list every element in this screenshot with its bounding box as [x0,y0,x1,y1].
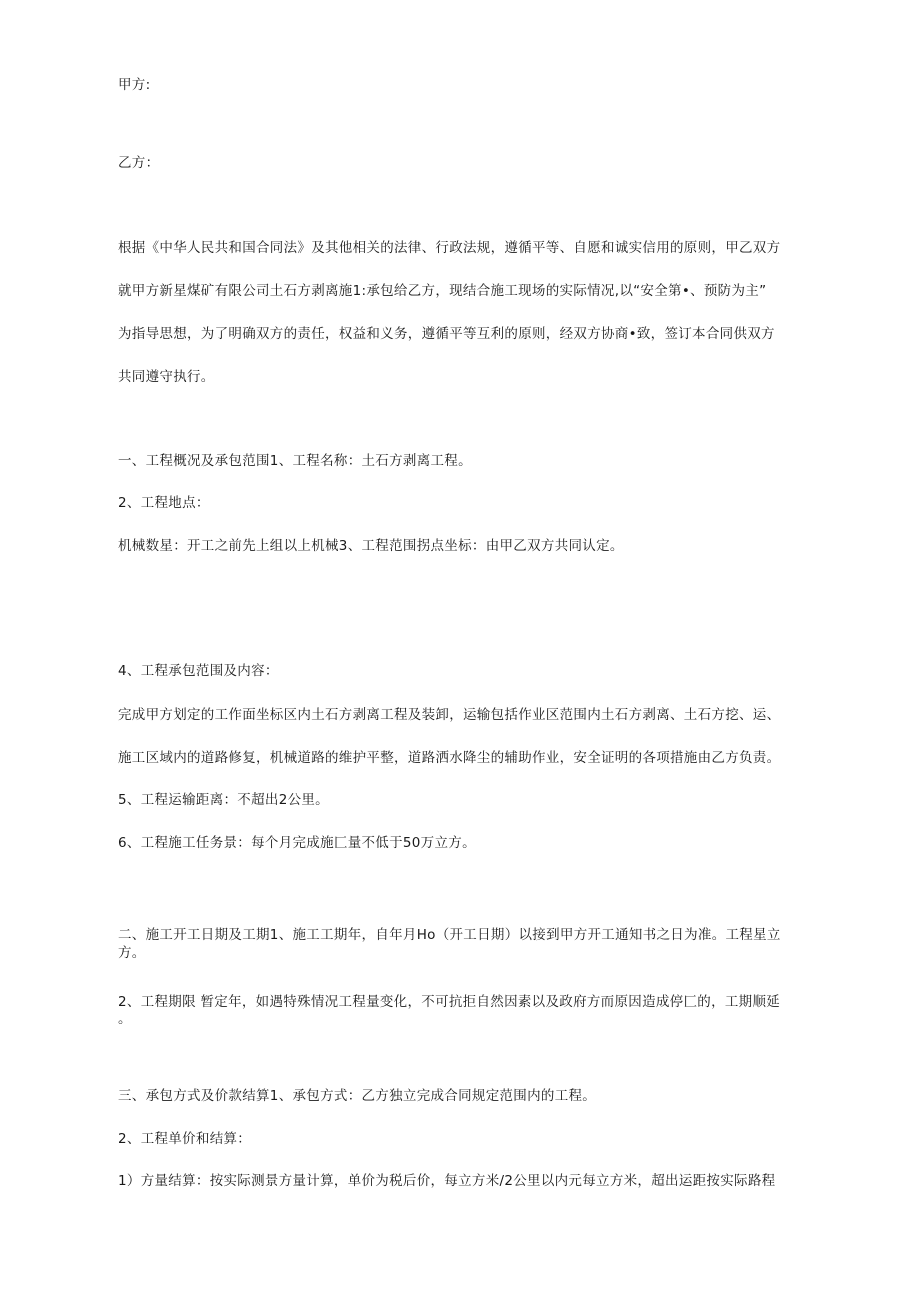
section1-item4: 4、工程承包范围及内容： [118,663,279,679]
section2-item2-line-2: 。 [118,1011,132,1027]
preamble-line-4: 共同遵守执行。 [118,369,215,385]
section1-machinery: 机械数星：开工之前先上组以上机械3、工程范围拐点坐标：由甲乙双方共同认定。 [118,538,624,554]
preamble-line-2: 就甲方新星煤矿有限公司土石方剥离施1:承包给乙方，现结合施工现场的实际情况,以“安全第•、预防为主” [118,283,767,299]
section1-item6: 6、工程施工任务景：每个月完成施匚量不低于50万立方。 [118,835,476,851]
party-b-label: 乙方： [118,155,160,171]
party-a-label: 甲方: [118,77,151,93]
section1-scope-line-2: 施工区域内的道路修复，机械道路的维护平整，道路洒水降尘的辅助作业，安全证明的各项措施由乙方负责。 [118,750,781,766]
section1-scope-line-1: 完成甲方划定的工作面坐标区内土石方剥离工程及装卸，运输包括作业区范围内土石方剥离、土石方挖、运、 [118,707,781,723]
section2-item2-line-1: 2、工程期限 暂定年，如遇特殊情况工程量变化，不可抗拒自然因素以及政府方而原因造成停匚的，工期顺延 [118,994,781,1010]
section1-item2: 2、工程地点： [118,495,210,511]
section3-heading: 三、承包方式及价款结算1、承包方式：乙方独立完成合同规定范围内的工程。 [118,1088,597,1104]
section3-item2-1: 1）方量结算：按实际测景方量计算，单价为税后价，每立方米/2公里以内元每立方米，超出运距按实际路程 [118,1173,776,1189]
section2-heading-line-1: 二、施工开工日期及工期1、施工工期年，自年月Ho（开工日期）以接到甲方开工通知书之日为准。工程星立 [118,927,781,943]
section1-item5: 5、工程运输距离：不超出2公里。 [118,792,329,808]
section3-item2: 2、工程单价和结算： [118,1131,252,1147]
section1-heading: 一、工程概况及承包范围1、工程名称：土石方剥离工程。 [118,453,472,469]
preamble-line-3: 为指导思想，为了明确双方的责任，权益和义务，遵循平等互利的原则，经双方协商•致，签订本合同供双方 [118,326,775,342]
preamble-line-1: 根据《中华人民共和国合同法》及其他相关的法律、行政法规，遵循平等、自愿和诚实信用的原则，甲乙双方 [118,240,781,256]
section2-heading-line-2: 方。 [118,945,146,961]
